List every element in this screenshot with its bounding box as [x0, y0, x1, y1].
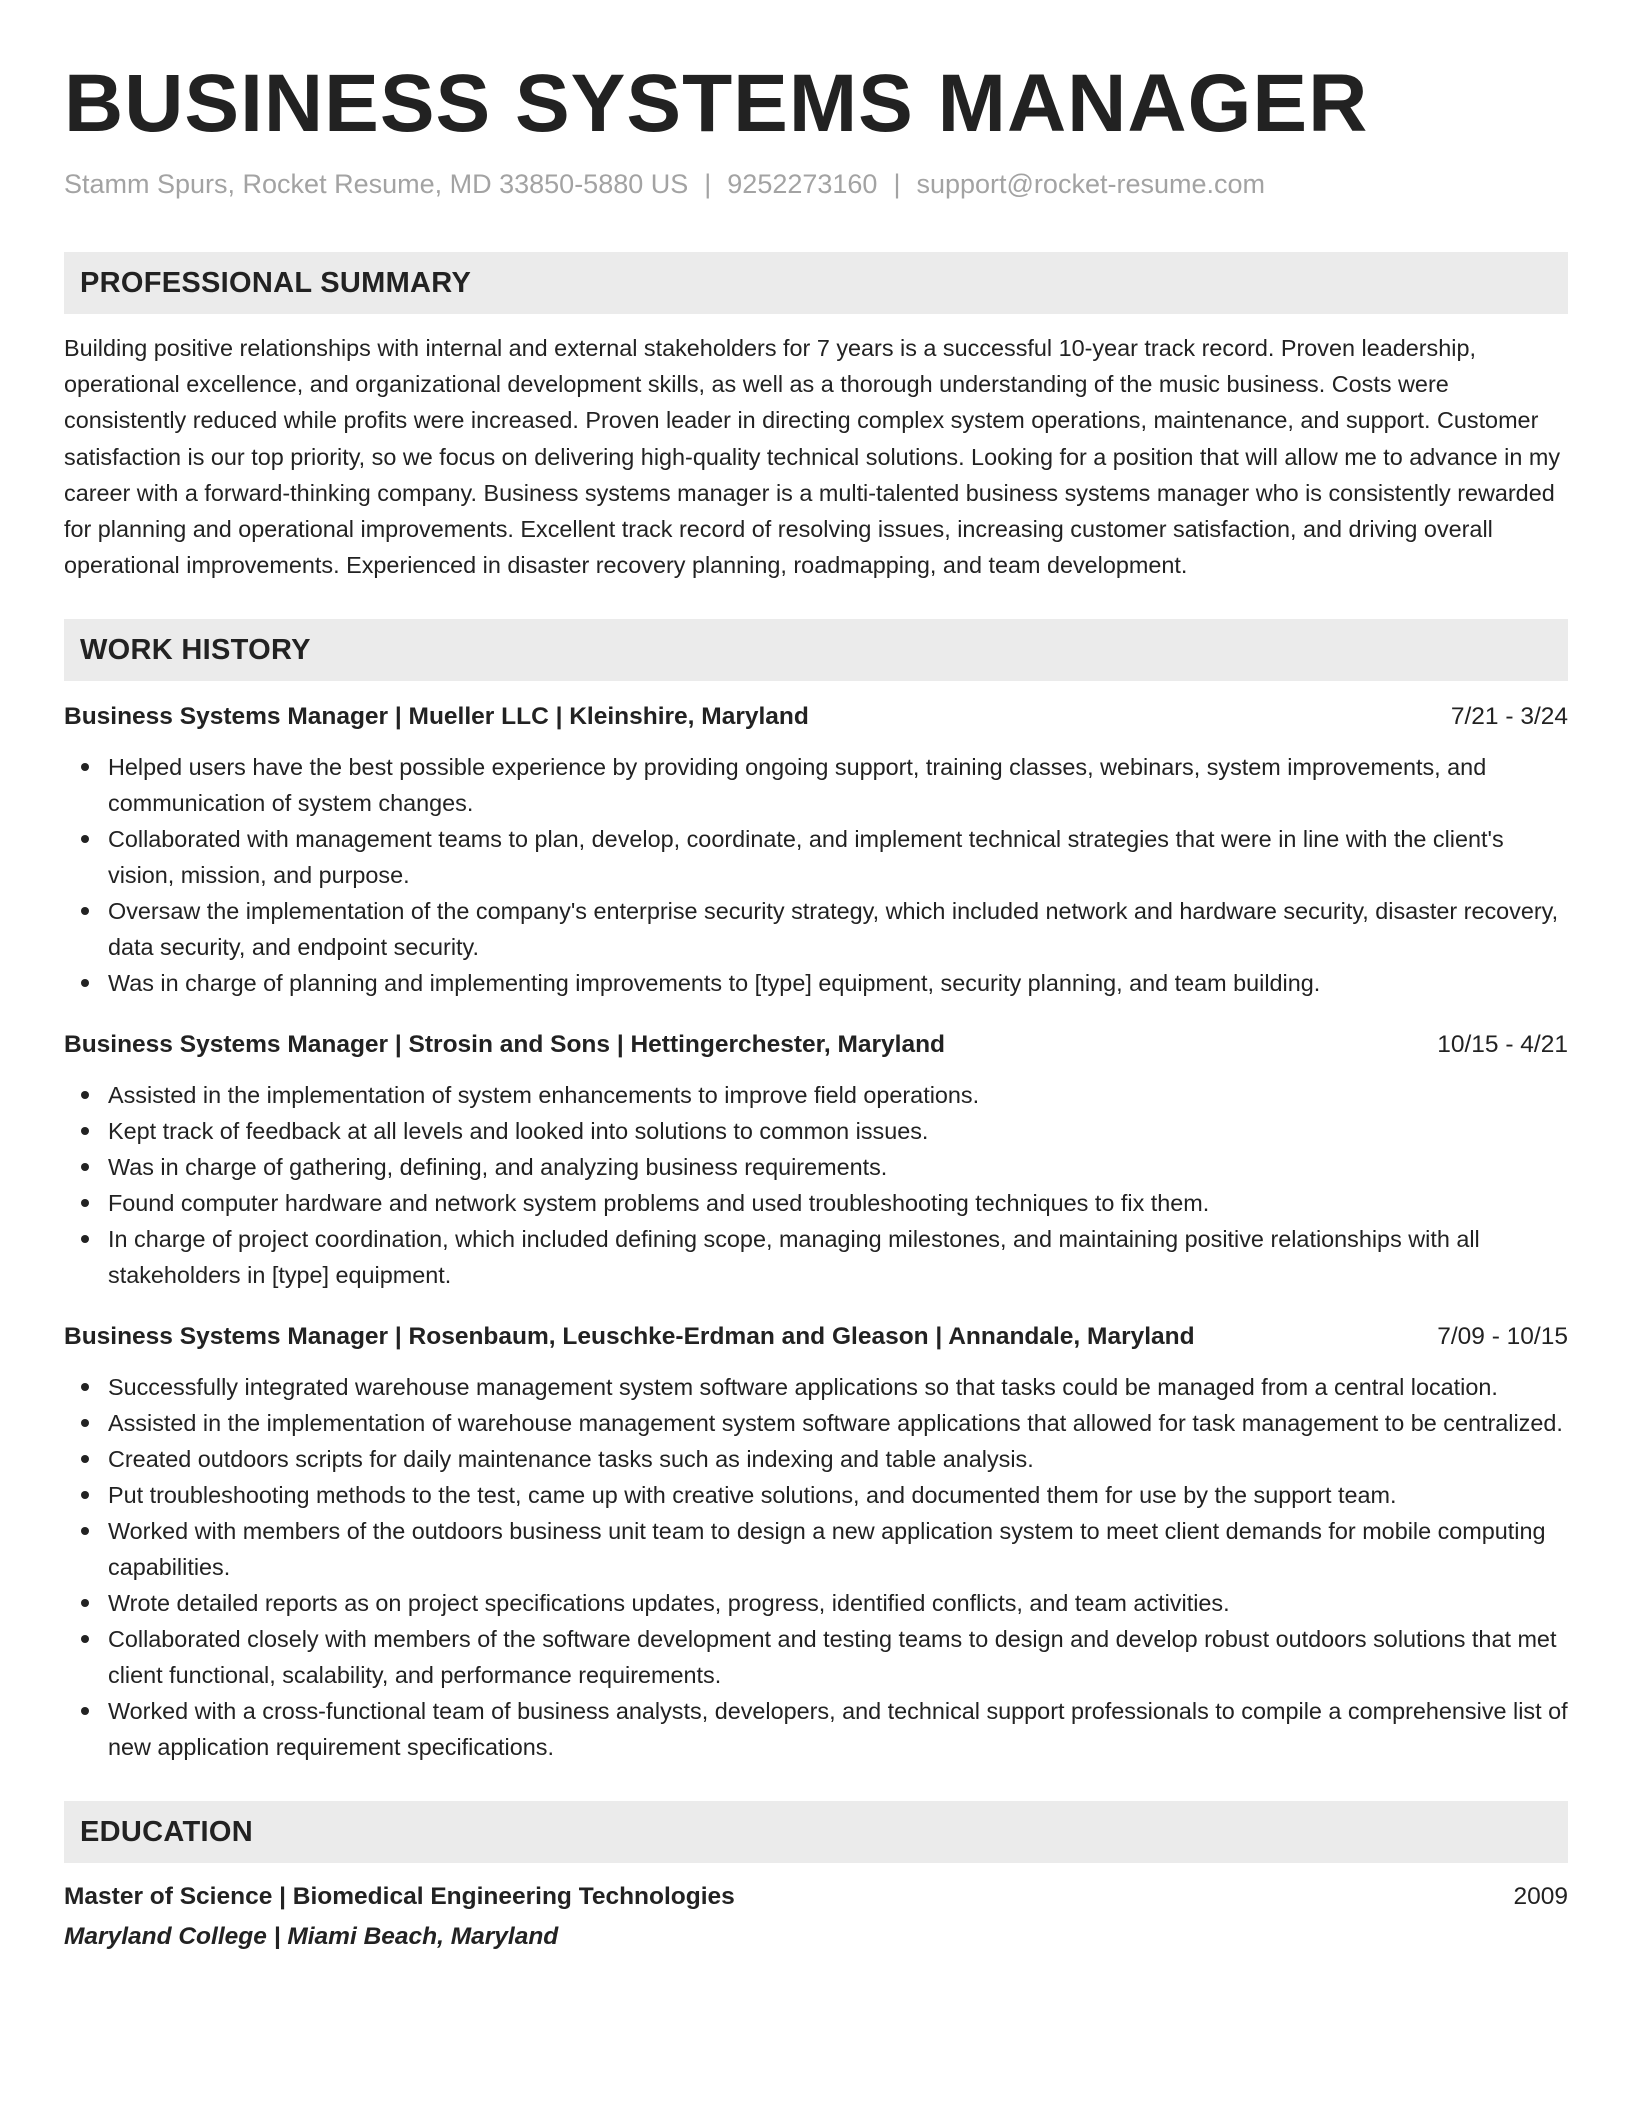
job-header — [64, 699, 1568, 735]
job-bullet: Collaborated closely with members of the software development and testing teams to design and develop robust outdoors solutions that met client functional, scalability, and performance requirements. — [108, 1621, 1568, 1693]
job-bullet: Assisted in the implementation of system enhancements to improve field operations. — [108, 1077, 1568, 1113]
job-bullet: Wrote detailed reports as on project specifications updates, progress, identified conflicts, and team activities. — [108, 1585, 1568, 1621]
job-bullet: Was in charge of planning and implementing improvements to [type] equipment, security planning, and team building. — [108, 965, 1568, 1001]
job-entry — [64, 1027, 1568, 1293]
job-bullet: Oversaw the implementation of the company's enterprise security strategy, which included network and hardware security, disaster recovery, data security, and endpoint security. — [108, 893, 1568, 965]
job-bullet-list — [64, 1369, 1568, 1765]
contact-separator: | — [893, 169, 901, 199]
job-bullet: Created outdoors scripts for daily maintenance tasks such as indexing and table analysis. — [108, 1441, 1568, 1477]
job-dates: 7/09 - 10/15 — [1437, 1323, 1568, 1351]
job-bullet: Helped users have the best possible experience by providing ongoing support, training classes, webinars, system improvements, and communication of system changes. — [108, 749, 1568, 821]
job-dates: 10/15 - 4/21 — [1437, 1031, 1568, 1059]
job-header — [64, 1319, 1568, 1355]
education-degree: Master of Science | Biomedical Engineering Technologies — [64, 1883, 735, 1911]
education-school: Maryland College | Miami Beach, Maryland — [64, 1923, 559, 1951]
job-bullet-list — [64, 1077, 1568, 1293]
job-bullet-list — [64, 749, 1568, 1001]
job-bullet: Collaborated with management teams to plan, develop, coordinate, and implement technical strategies that were in line with the client's vision, mission, and purpose. — [108, 821, 1568, 893]
section-heading-summary: PROFESSIONAL SUMMARY — [64, 252, 1568, 314]
job-bullet: Assisted in the implementation of warehouse management system software applications that allowed for task management to be centralized. — [108, 1405, 1568, 1441]
job-bullet: In charge of project coordination, which included defining scope, managing milestones, and maintaining positive relationships with all stakeholders in [type] equipment. — [108, 1221, 1568, 1293]
job-bullet: Successfully integrated warehouse management system software applications so that tasks could be managed from a central location. — [108, 1369, 1568, 1405]
job-bullet: Was in charge of gathering, defining, and analyzing business requirements. — [108, 1149, 1568, 1185]
education-year: 2009 — [1513, 1883, 1568, 1911]
job-bullet: Kept track of feedback at all levels and looked into solutions to common issues. — [108, 1113, 1568, 1149]
contact-line — [64, 164, 1568, 204]
job-dates: 7/21 - 3/24 — [1450, 703, 1568, 731]
job-header — [64, 1027, 1568, 1063]
job-title: Business Systems Manager | Strosin and Sons | Hettingerchester, Maryland — [64, 1031, 946, 1059]
job-bullet: Worked with a cross-functional team of business analysts, developers, and technical support professionals to compile a comprehensive list of new application requirement specifications. — [108, 1693, 1568, 1765]
section-heading-education: EDUCATION — [64, 1801, 1568, 1863]
job-bullet: Worked with members of the outdoors business unit team to design a new application system to meet client demands for mobile computing capabilities. — [108, 1513, 1568, 1585]
contact-phone: 9252273160 — [727, 169, 878, 199]
contact-separator: | — [704, 169, 712, 199]
work-history-list — [64, 699, 1568, 1765]
job-bullet: Found computer hardware and network system problems and used troubleshooting techniques to fix them. — [108, 1185, 1568, 1221]
job-bullet: Put troubleshooting methods to the test, came up with creative solutions, and documented them for use by the support team. — [108, 1477, 1568, 1513]
job-title: Business Systems Manager | Mueller LLC | Kleinshire, Maryland — [64, 703, 809, 731]
summary-text: Building positive relationships with internal and external stakeholders for 7 years is a successful 10-year track record. Proven leadership, operational excellence, and organizational development skills, as well as a thorough understanding of the music business. Costs were consistently reduced while profits were increased. Proven leader in directing complex system operations, maintenance, and support. Customer satisfaction is our top priority, so we focus on delivering high-quality technical solutions. Looking for a position that will allow me to advance in my career with a forward-thinking company. Business systems manager is a multi-talented business systems manager who is consistently rewarded for planning and operational improvements. Excellent track record of resolving issues, increasing customer satisfaction, and driving overall operational improvements. Experienced in disaster recovery planning, roadmapping, and team development. — [64, 335, 1561, 579]
education-entry — [64, 1879, 1568, 1915]
job-title: Business Systems Manager | Rosenbaum, Leuschke-Erdman and Gleason | Annandale, Maryland — [64, 1323, 1195, 1351]
resume-name: BUSINESS SYSTEMS MANAGER — [64, 58, 1369, 149]
job-entry — [64, 699, 1568, 1001]
contact-email: support@rocket-resume.com — [916, 169, 1265, 199]
section-heading-work: WORK HISTORY — [64, 619, 1568, 681]
job-entry — [64, 1319, 1568, 1765]
contact-address: Stamm Spurs, Rocket Resume, MD 33850-5880 US — [64, 169, 689, 199]
